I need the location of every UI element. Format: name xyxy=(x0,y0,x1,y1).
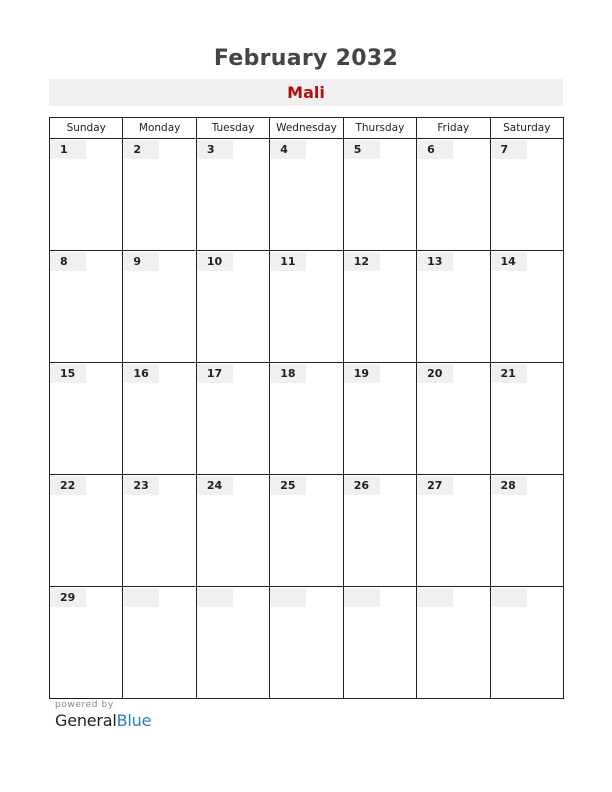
day-cell xyxy=(196,139,269,251)
weekday-header-monday: Monday xyxy=(123,118,196,139)
day-cell xyxy=(490,251,563,363)
week-row xyxy=(50,363,564,475)
day-cell xyxy=(123,587,196,699)
day-number: 11 xyxy=(270,252,306,271)
day-cell xyxy=(50,251,123,363)
day-number: 9 xyxy=(123,252,159,271)
day-cell xyxy=(343,251,416,363)
day-number: 28 xyxy=(491,476,527,495)
weekday-header-wednesday: Wednesday xyxy=(270,118,343,139)
day-cell xyxy=(490,587,563,699)
weekday-header-sunday: Sunday xyxy=(50,118,123,139)
day-cell xyxy=(343,139,416,251)
day-number: 25 xyxy=(270,476,306,495)
generalblue-logo[interactable] xyxy=(55,711,151,730)
day-number-empty xyxy=(123,588,159,607)
day-cell xyxy=(196,475,269,587)
weekday-header-saturday: Saturday xyxy=(490,118,563,139)
day-number: 2 xyxy=(123,140,159,159)
day-number: 17 xyxy=(197,364,233,383)
day-number: 23 xyxy=(123,476,159,495)
day-cell xyxy=(123,139,196,251)
day-cell xyxy=(417,475,490,587)
day-cell xyxy=(343,587,416,699)
day-cell xyxy=(270,363,343,475)
weekday-header-thursday: Thursday xyxy=(343,118,416,139)
day-number: 18 xyxy=(270,364,306,383)
day-cell xyxy=(417,587,490,699)
day-cell xyxy=(417,139,490,251)
week-row xyxy=(50,475,564,587)
day-number: 20 xyxy=(417,364,453,383)
day-number-empty xyxy=(197,588,233,607)
day-number-empty xyxy=(344,588,380,607)
day-cell xyxy=(50,139,123,251)
day-number: 22 xyxy=(50,476,86,495)
day-number: 29 xyxy=(50,588,86,607)
day-cell xyxy=(270,475,343,587)
day-cell xyxy=(196,251,269,363)
country-banner xyxy=(49,79,563,106)
weekday-header-row xyxy=(50,118,564,139)
day-number: 16 xyxy=(123,364,159,383)
day-cell xyxy=(490,475,563,587)
day-cell xyxy=(343,363,416,475)
day-cell xyxy=(417,363,490,475)
day-cell xyxy=(343,475,416,587)
week-row xyxy=(50,251,564,363)
day-number: 3 xyxy=(197,140,233,159)
country-name: Mali xyxy=(287,83,325,102)
day-number: 26 xyxy=(344,476,380,495)
day-number: 4 xyxy=(270,140,306,159)
weekday-header-friday: Friday xyxy=(417,118,490,139)
brand-blue-text: Blue xyxy=(116,711,152,730)
day-number: 12 xyxy=(344,252,380,271)
day-cell xyxy=(270,139,343,251)
powered-by-label: powered by xyxy=(55,700,114,710)
day-cell xyxy=(196,363,269,475)
calendar-title: February 2032 xyxy=(213,46,399,71)
day-number: 10 xyxy=(197,252,233,271)
day-number: 21 xyxy=(491,364,527,383)
day-cell xyxy=(50,475,123,587)
day-number: 24 xyxy=(197,476,233,495)
day-number-empty xyxy=(417,588,453,607)
day-number: 14 xyxy=(491,252,527,271)
day-number: 27 xyxy=(417,476,453,495)
day-number-empty xyxy=(270,588,306,607)
footer-branding xyxy=(55,700,151,730)
day-cell xyxy=(123,251,196,363)
day-number-empty xyxy=(491,588,527,607)
day-number: 7 xyxy=(491,140,527,159)
day-number: 1 xyxy=(50,140,86,159)
day-number: 15 xyxy=(50,364,86,383)
week-row xyxy=(50,139,564,251)
day-cell xyxy=(270,251,343,363)
day-cell xyxy=(123,363,196,475)
day-cell xyxy=(123,475,196,587)
day-number: 8 xyxy=(50,252,86,271)
day-cell xyxy=(196,587,269,699)
brand-general-text: General xyxy=(55,711,117,730)
week-row xyxy=(50,587,564,699)
day-cell xyxy=(490,139,563,251)
day-number: 6 xyxy=(417,140,453,159)
weekday-header-tuesday: Tuesday xyxy=(196,118,269,139)
day-number: 13 xyxy=(417,252,453,271)
calendar-grid xyxy=(49,117,564,699)
day-cell xyxy=(50,363,123,475)
day-number: 19 xyxy=(344,364,380,383)
day-cell xyxy=(270,587,343,699)
day-number: 5 xyxy=(344,140,380,159)
day-cell xyxy=(50,587,123,699)
day-cell xyxy=(490,363,563,475)
day-cell xyxy=(417,251,490,363)
